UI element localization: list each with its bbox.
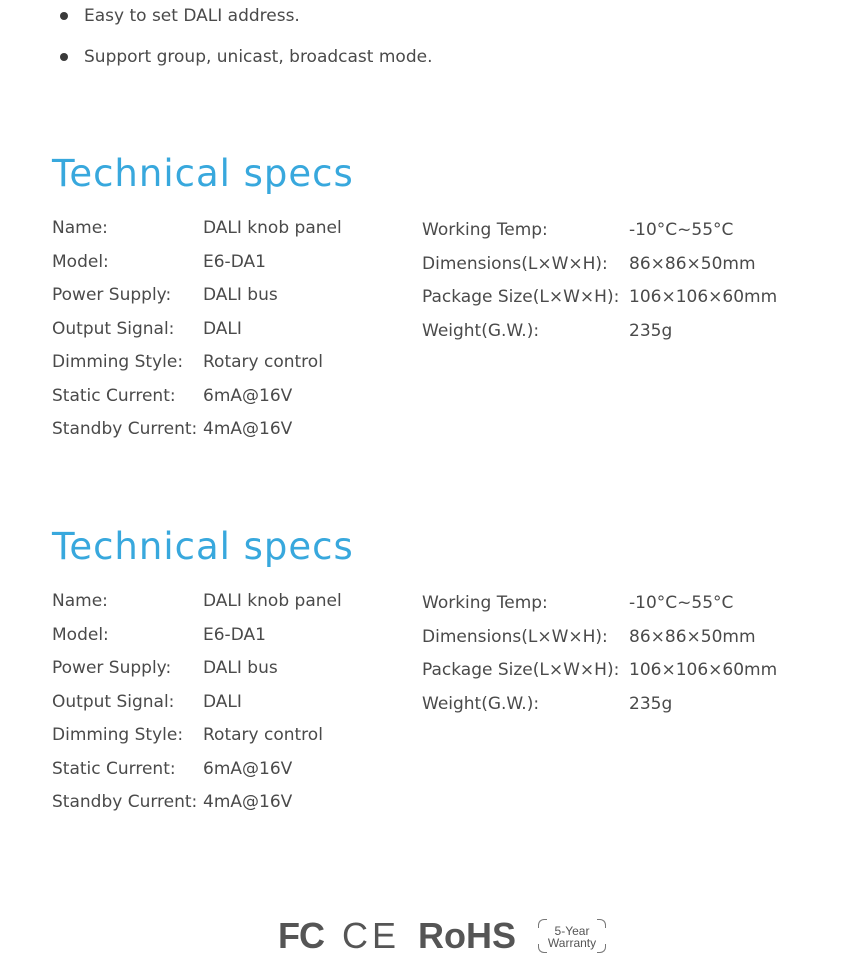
spec-value: DALI <box>203 318 242 339</box>
spec-value: 6mA@16V <box>203 758 293 779</box>
fcc-logo-icon: FC <box>278 915 324 956</box>
spec-value: E6-DA1 <box>203 251 266 272</box>
spec-label: Dimming Style: <box>52 725 184 745</box>
specs-left-column <box>52 216 412 451</box>
spec-label: Standby Current: <box>52 419 198 439</box>
spec-label: Package Size(L×W×H): <box>422 660 620 680</box>
spec-label: Name: <box>52 218 108 238</box>
specs-left-column <box>52 589 412 824</box>
spec-row-static-current <box>52 757 412 791</box>
spec-label: Weight(G.W.): <box>422 693 540 714</box>
spec-label: Working Temp: <box>422 220 548 240</box>
ce-logo-icon: CE <box>342 915 401 956</box>
spec-row-weight <box>422 319 842 353</box>
spec-value: 86×86×50mm <box>629 253 756 274</box>
certification-logos <box>278 914 606 958</box>
spec-row-dimensions <box>422 625 842 659</box>
spec-label: Working Temp: <box>422 593 548 613</box>
spec-value: -10°C~55°C <box>629 220 734 240</box>
spec-label: Static Current: <box>52 385 176 406</box>
spec-value: DALI <box>203 691 242 712</box>
spec-row-dimensions <box>422 252 842 286</box>
feature-item <box>58 4 432 28</box>
spec-row-working-temp <box>422 218 842 252</box>
spec-label: Package Size(L×W×H): <box>422 287 620 307</box>
spec-row-output-signal <box>52 317 412 351</box>
spec-label: Static Current: <box>52 758 176 779</box>
spec-value: DALI knob panel <box>203 591 342 611</box>
spec-value: Rotary control <box>203 352 323 372</box>
warranty-label: Warranty <box>547 936 597 950</box>
warranty-years: 5-Year <box>554 924 590 938</box>
feature-text: Support group, unicast, broadcast mode. <box>84 47 433 67</box>
spec-value: Rotary control <box>203 725 323 745</box>
spec-row-output-signal <box>52 690 412 724</box>
spec-label: Dimensions(L×W×H): <box>422 626 608 647</box>
spec-label: Dimming Style: <box>52 352 184 372</box>
spec-label: Model: <box>52 251 109 272</box>
spec-row-weight <box>422 692 842 726</box>
specs-right-column <box>422 591 842 725</box>
section-title: Technical specs <box>52 525 354 568</box>
spec-label: Model: <box>52 624 109 645</box>
spec-label: Name: <box>52 591 108 611</box>
specs-right-column <box>422 218 842 352</box>
spec-row-dimming-style <box>52 723 412 757</box>
spec-row-dimming-style <box>52 350 412 384</box>
spec-row-model <box>52 623 412 657</box>
spec-value: 235g <box>629 320 673 341</box>
feature-list <box>58 4 432 86</box>
spec-value: -10°C~55°C <box>629 593 734 613</box>
spec-value: 86×86×50mm <box>629 626 756 647</box>
spec-label: Output Signal: <box>52 691 175 712</box>
feature-text: Easy to set DALI address. <box>84 6 300 26</box>
spec-value: E6-DA1 <box>203 624 266 645</box>
spec-label: Standby Current: <box>52 792 198 812</box>
spec-row-static-current <box>52 384 412 418</box>
spec-row-model <box>52 250 412 284</box>
spec-value: DALI knob panel <box>203 218 342 238</box>
spec-row-name <box>52 589 412 623</box>
spec-label: Output Signal: <box>52 318 175 339</box>
spec-value: DALI bus <box>203 658 278 678</box>
spec-label: Power Supply: <box>52 658 172 678</box>
section-title: Technical specs <box>52 152 354 195</box>
spec-value: 235g <box>629 693 673 714</box>
spec-row-standby-current <box>52 790 412 824</box>
spec-row-working-temp <box>422 591 842 625</box>
spec-value: 4mA@16V <box>203 792 293 812</box>
spec-value: 4mA@16V <box>203 419 293 439</box>
spec-row-name <box>52 216 412 250</box>
bullet-icon <box>60 53 68 61</box>
spec-value: 106×106×60mm <box>629 660 778 680</box>
spec-row-package-size <box>422 658 842 692</box>
spec-row-package-size <box>422 285 842 319</box>
rohs-logo-icon: RoHS <box>418 915 517 956</box>
spec-label: Power Supply: <box>52 285 172 305</box>
spec-value: DALI bus <box>203 285 278 305</box>
feature-item <box>58 45 432 69</box>
spec-row-standby-current <box>52 417 412 451</box>
spec-label: Weight(G.W.): <box>422 320 540 341</box>
spec-row-power-supply <box>52 283 412 317</box>
spec-label: Dimensions(L×W×H): <box>422 253 608 274</box>
spec-row-power-supply <box>52 656 412 690</box>
bullet-icon <box>60 12 68 20</box>
spec-value: 6mA@16V <box>203 385 293 406</box>
spec-value: 106×106×60mm <box>629 287 778 307</box>
warranty-badge-icon <box>538 919 606 953</box>
